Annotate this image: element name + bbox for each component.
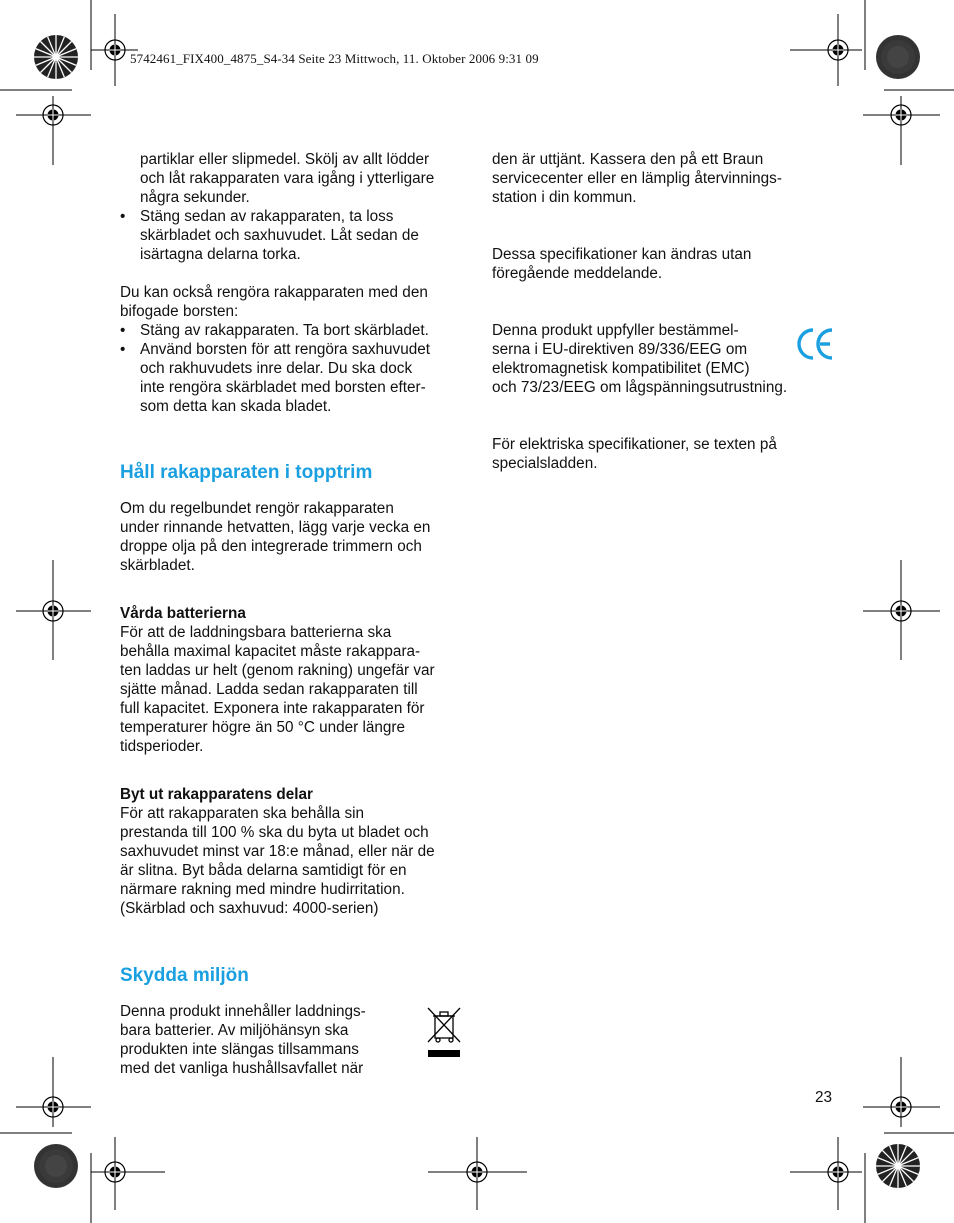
trim-paragraph: Om du regelbundet rengör rakapparaten under rinnande hetvatten, lägg varje vecka en droppe olja på den integrerade trimmern och skärbladet. bbox=[120, 500, 431, 574]
spec-change-paragraph: Dessa specifikationer kan ändras utan föregående meddelande. bbox=[492, 246, 752, 282]
starburst-color-bar-icon bbox=[34, 35, 78, 79]
cleaning-continuation: partiklar eller slipmedel. Skölj av allt lödder och låt rakapparaten vara igång i ytterligare några sekunder. bbox=[140, 151, 435, 206]
environment-paragraph: Denna produkt innehåller laddnings- bara batterier. Av miljöhänsyn ska produkten inte slängas tillsammans med det vanliga hushållsavfallet när bbox=[120, 1003, 366, 1077]
list-item: • Använd borsten för att rengöra saxhuvudet och rakhuvudets inre delar. Du ska dock inte rengöra skärbladet med borsten efter- som detta kan skada bladet. bbox=[120, 340, 470, 416]
eu-compliance-paragraph: Denna produkt uppfyller bestämmel- serna i EU-direktiven 89/336/EEG om elektromagnetisk kompatibilitet (EMC) och 73/23/EEG om lågspänningsutrustning. bbox=[492, 322, 788, 396]
brush-bullets bbox=[120, 321, 470, 416]
page-number: 23 bbox=[815, 1089, 833, 1106]
print-slug: 5742461_FIX400_4875_S4-34 Seite 23 Mittwoch, 11. Oktober 2006 9:31 09 bbox=[130, 51, 539, 66]
electrical-spec-paragraph: För elektriska specifikationer, se texten på specialsladden. bbox=[492, 436, 777, 472]
list-item: • Stäng av rakapparaten. Ta bort skärbladet. bbox=[120, 321, 470, 340]
starburst-color-bar-icon bbox=[876, 1144, 920, 1188]
ce-mark-icon bbox=[796, 326, 836, 367]
heading-environment: Skydda miljön bbox=[120, 965, 249, 986]
parts-paragraph: För att rakapparaten ska behålla sin prestanda till 100 % ska du byta ut bladet och saxhuvudet minst var 18:e månad, eller när de är slitna. Byt båda delarna samtidigt för en närmare rakning med mindre hudirritation. (Skärblad och saxhuvud: 4000-serien) bbox=[120, 805, 435, 917]
starburst-color-bar-icon bbox=[34, 1144, 78, 1188]
crossed-out-wheelie-bin-icon bbox=[424, 1006, 464, 1065]
heading-trim: Håll rakapparaten i topptrim bbox=[120, 462, 373, 483]
cleaning-bullets bbox=[120, 207, 470, 264]
parts-title: Byt ut rakapparatens delar bbox=[120, 786, 313, 803]
brush-intro: Du kan också rengöra rakapparaten med den bifogade borsten: bbox=[120, 284, 428, 320]
battery-title: Vårda batterierna bbox=[120, 605, 246, 622]
battery-paragraph: För att de laddningsbara batterierna ska behålla maximal kapacitet måste rakappara- ten laddas ur helt (genom rakning) ungefär var sjätte månad. Ladda sedan rakapparaten till full kapacitet. Exponera inte rakapparaten för temperaturer högre än 50 °C under längre tidsperioder. bbox=[120, 624, 435, 755]
starburst-color-bar-icon bbox=[876, 35, 920, 79]
list-item: • Stäng sedan av rakapparaten, ta loss skärbladet och saxhuvudet. Låt sedan de isärtagna delarna torka. bbox=[120, 207, 470, 264]
left-column bbox=[120, 150, 470, 1078]
disposal-continuation: den är uttjänt. Kassera den på ett Braun servicecenter eller en lämplig återvinnings- station i din kommun. bbox=[492, 151, 782, 206]
right-column bbox=[492, 150, 837, 473]
